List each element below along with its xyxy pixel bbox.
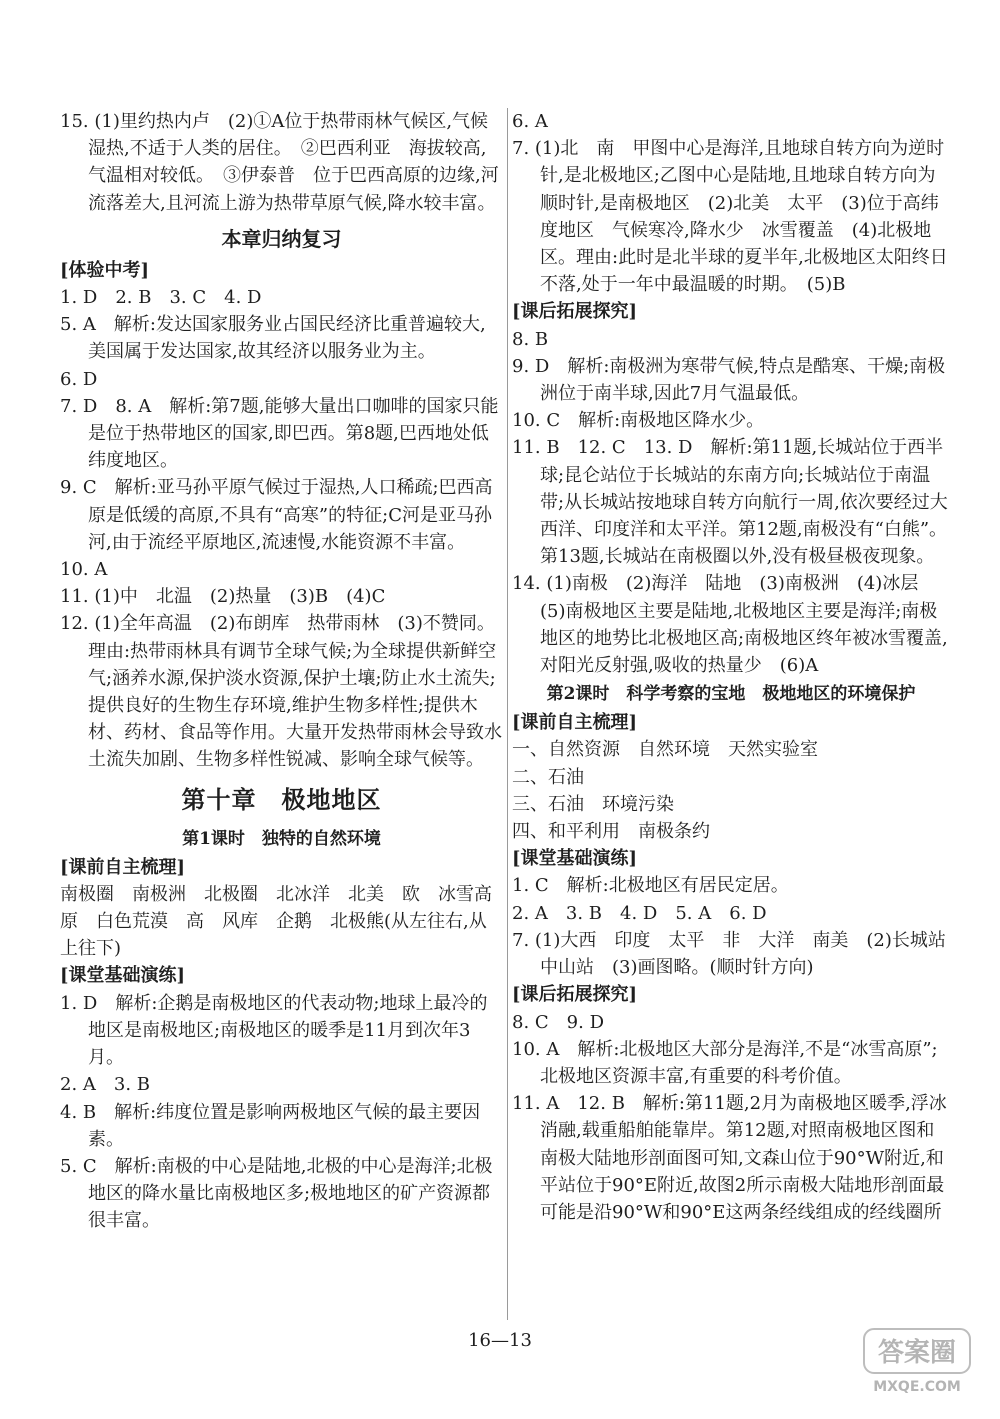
answer-item: 三、石油 环境污染 xyxy=(512,793,674,815)
column-divider xyxy=(507,108,508,1320)
lesson-title-1: 第1课时 独特的自然环境 xyxy=(182,828,381,849)
watermark-logo xyxy=(862,1327,972,1397)
answer-item: 11. B 12. C 13. D 解析:第11题,长城站位于西半球;昆仑站位于长城站的东南方向;长城站位于南温带;从长城站按地球自转方向航行一周,依次要经过大西洋、印度洋和太平洋。第12题,南极没有“白熊”。第13题,长城站在南极圈以外,没有极昼极夜现象。 xyxy=(512,437,948,568)
subsection-tiyan: [体验中考] xyxy=(60,259,150,281)
subsection-khtz: [课后拓展探究] xyxy=(512,984,638,1006)
subsection-ktjc: [课堂基础演练] xyxy=(512,848,638,870)
answer-item: 10. C 解析:南极地区降水少。 xyxy=(512,410,765,432)
left-column xyxy=(60,108,503,1235)
answer-item: 5. C 解析:南极的中心是陆地,北极的中心是海洋;北极地区的降水量比南极地区多;极地地区的矿产资源都很丰富。 xyxy=(60,1155,493,1232)
answer-item: 1. C 解析:北极地区有居民定居。 xyxy=(512,875,789,897)
answer-item: 6. D xyxy=(60,368,98,390)
kqzz-answers: 南极圈 南极洲 北极圈 北冰洋 北美 欧 冰雪高原 白色荒漠 高 风库 企鹅 北极熊(从左往右,从上往下) xyxy=(60,883,492,960)
answer-item: 8. C 9. D xyxy=(512,1011,604,1033)
answer-item: 2. A 3. B xyxy=(60,1074,151,1096)
watermark-text-2: MXQE.COM xyxy=(873,1379,961,1395)
answer-item: 1. D 解析:企鹅是南极地区的代表动物;地球上最冷的地区是南极地区;南极地区的暖季是11月到次年3月。 xyxy=(60,992,488,1069)
answer-item: 9. C 解析:亚马孙平原气候过于湿热,人口稀疏;巴西高原是低缓的高原,不具有“高寒”的特征;C河是亚马孙河,由于流经平原地区,流速慢,水能资源不丰富。 xyxy=(60,477,493,553)
chapter-title: 第十章 极地地区 xyxy=(181,784,382,814)
answer-item: 8. B xyxy=(512,328,549,350)
answer-item: 一、自然资源 自然环境 天然实验室 xyxy=(512,739,818,761)
right-column xyxy=(512,108,964,1226)
answer-item: 二、石油 xyxy=(512,766,584,788)
subsection-kqzz: [课前自主梳理] xyxy=(60,856,186,878)
watermark-text-1: 答案圈 xyxy=(877,1338,957,1368)
answer-item: 4. B 解析:纬度位置是影响两极地区气候的最主要因素。 xyxy=(60,1101,481,1150)
answer-item: 6. A xyxy=(512,111,548,132)
section-title-review: 本章归纳复习 xyxy=(221,226,342,251)
answer-item: 11. A 12. B 解析:第11题,2月为南极地区暖季,浮冰消融,载重船舶能靠岸。第12题,对照南极地区图和南极大陆地形剖面图可知,文森山位于90°W附近,和平站位于90°E附近,故图2所示南极大陆地形剖面最可能是沿90°W和90°E这两条经线组成的经线圈所 xyxy=(512,1093,947,1223)
answer-item: 5. A 解析:发达国家服务业占国民经济比重普遍较大,美国属于发达国家,故其经济以服务业为主。 xyxy=(60,314,486,363)
answer-item: 四、和平利用 南极条约 xyxy=(512,821,710,843)
answer-item: 9. D 解析:南极洲为寒带气候,特点是酷寒、干燥;南极洲位于南半球,因此7月气温最低。 xyxy=(512,355,946,405)
answer-item: 2. A 3. B 4. D 5. A 6. D xyxy=(512,902,767,924)
subsection-ktjc: [课堂基础演练] xyxy=(60,965,186,987)
answer-item: 14. (1)南极 (2)海洋 陆地 (3)南极洲 (4)冰层 (5)南极地区主要是陆地,北极地区主要是海洋;南极地区的地势比北极地区高;南极地区终年被冰雪覆盖,对阳光反射强,吸收的热量少 (6)A xyxy=(512,573,948,677)
answer-item: 10. A 解析:北极地区大部分是海洋,不是“冰雪高原”;北极地区资源丰富,有重要的科考价值。 xyxy=(512,1038,938,1087)
subsection-kqzz: [课前自主梳理] xyxy=(512,712,638,734)
answer-item: 10. A xyxy=(60,559,108,581)
answer-q15: 15. (1)里约热内卢 (2)①A位于热带雨林气候区,气候湿热,不适于人类的居住。 ②巴西利亚 海拔较高,气温相对较低。 ③伊泰普 位于巴西高原的边缘,河流落差大,且河流上游为热带草原气候,降水较丰富。 xyxy=(60,111,499,214)
answer-item: 1. D 2. B 3. C 4. D xyxy=(60,287,262,309)
subsection-khtz: [课后拓展探究] xyxy=(512,301,638,323)
page-number: 16—13 xyxy=(468,1330,532,1351)
answer-item: 12. (1)全年高温 (2)布朗库 热带雨林 (3)不赞同。理由:热带雨林具有调节全球气候;为全球提供新鲜空气;涵养水源,保护淡水资源,保护土壤;防止水土流失;提供良好的生物生存环境,维护生物多样性;提供木材、药材、食品等作用。大量开发热带雨林会导致水土流失加剧、生物多样性锐减、影响全球气候等。 xyxy=(60,613,502,771)
answer-item: 7. (1)北 南 甲图中心是海洋,且地球自转方向为逆时针,是北极地区;乙图中心是陆地,且地球自转方向为顺时针,是南极地区 (2)北美 太平 (3)位于高纬度地区 气候寒冷,降水少 冰雪覆盖 (4)北极地区。理由:此时是北半球的夏半年,北极地区太阳终日不落,处于一年中最温暖的时期。 (5)B xyxy=(512,138,948,296)
answer-item: 7. D 8. A 解析:第7题,能够大量出口咖啡的国家只能是位于热带地区的国家,即巴西。第8题,巴西地处低纬度地区。 xyxy=(60,395,499,472)
answer-item: 11. (1)中 北温 (2)热量 (3)B (4)C xyxy=(60,586,386,608)
lesson-title-2: 第2课时 科学考察的宝地 极地地区的环境保护 xyxy=(546,684,916,705)
answer-item: 7. (1)大西 印度 太平 非 大洋 南美 (2)长城站 中山站 (3)画图略。(顺时针方向) xyxy=(512,929,964,979)
